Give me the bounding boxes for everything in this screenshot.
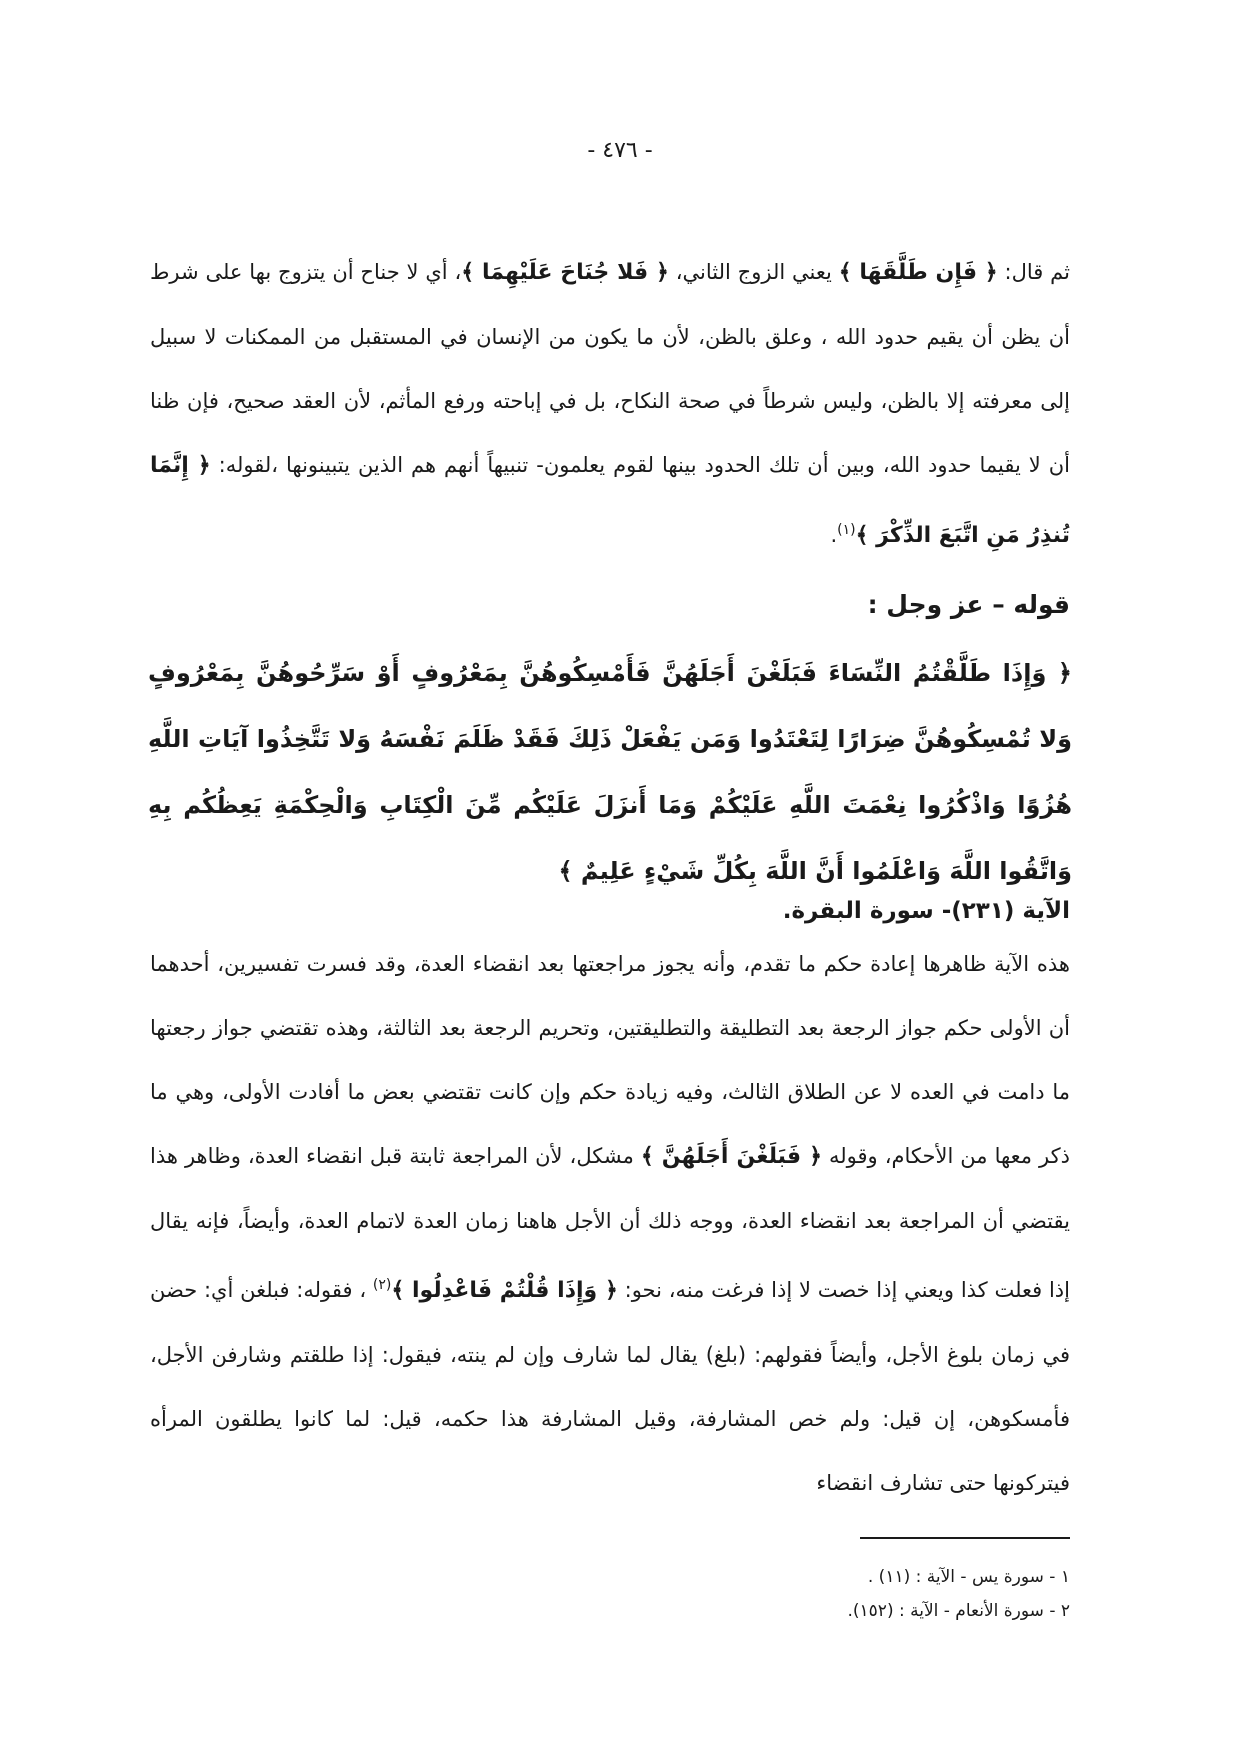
- page-number: - ٤٧٦ -: [587, 138, 653, 163]
- verse-reference: الآية (٢٣١)- سورة البقرة.: [782, 898, 1070, 924]
- paragraph-1-text-part-4: .: [830, 523, 838, 547]
- footnote-divider: [860, 1537, 1070, 1539]
- quran-quote-4: ﴿ فَبَلَغْنَ أَجَلَهُنَّ ﴾: [640, 1144, 822, 1169]
- quran-quote-5: ﴿ وَإِذَا قُلْتُمْ فَاعْدِلُوا ﴾: [391, 1278, 618, 1303]
- quran-verse: ﴿ وَإِذَا طَلَّقْتُمُ النِّسَاءَ فَبَلَغْنَ أَجَلَهُنَّ فَأَمْسِكُوهُنَّ بِمَعْرُوفٍ أَوْ سَرِّحُوهُنَّ بِمَعْرُوفٍ وَلا تُمْسِكُوهُنَّ ضِرَارًا لِتَعْتَدُوا وَمَن يَفْعَلْ ذَلِكَ فَقَدْ ظَلَمَ نَفْسَهُ وَلا تَتَّخِذُوا آيَاتِ اللَّهِ هُزُوًا وَاذْكُرُوا نِعْمَتَ اللَّهِ عَلَيْكُمْ وَمَا أَنزَلَ عَلَيْكُم مِّنَ الْكِتَابِ وَالْحِكْمَةِ يَعِظُكُم بِهِ وَاتَّقُوا اللَّهَ وَاعْلَمُوا أَنَّ اللَّهَ بِكُلِّ شَيْءٍ عَلِيمٌ ﴾: [148, 659, 1072, 885]
- section-heading: قوله – عز وجل :: [867, 590, 1070, 619]
- footnote-1: ١ - سورة يس - الآية : (١١) .: [867, 1567, 1070, 1587]
- paragraph-2: [150, 932, 1070, 1515]
- paragraph-1: [150, 240, 1070, 568]
- paragraph-1-text-part-3: ، أي لا جناح أن يتزوج بها على شرط أن يظن أن يقيم حدود الله ، وعلق بالظن، لأن ما يكون من الإنسان في المستقبل من الممكنات لا سبيل إلى معرفته إلا بالظن، وليس شرطاً في صحة النكاح، بل في إباحته ورفع المأثم، لأن العقد صحيح، فإن ظنا أن لا يقيما حدود الله، وبين أن تلك الحدود بينها لقوم يعلمون- تنبيهاً أنهم هم الذين يتبينونها ،لقوله:: [150, 260, 1070, 477]
- paragraph-1-text: [150, 240, 1070, 568]
- footnote-2: ٢ - سورة الأنعام - الآية : (١٥٢).: [847, 1601, 1070, 1621]
- footnote-ref-1: (١): [837, 522, 856, 538]
- quran-quote-1: ﴿ فَإِن طَلَّقَهَا ﴾: [838, 260, 998, 285]
- quran-quote-2: ﴿ فَلا جُنَاحَ عَلَيْهِمَا ﴾: [461, 260, 669, 285]
- paragraph-1-text-part-1: ثم قال:: [997, 260, 1070, 284]
- paragraph-2-text-part-2: مشكل، لأن المراجعة ثابتة قبل انقضاء العدة، وظاهر هذا يقتضي أن المراجعة بعد انقضاء العدة، ووجه ذلك أن الأجل هاهنا زمان العدة لاتمام العدة، وأيضاً، فإنه يقال إذا فعلت كذا ويعني إذا خصت لا إذا فرغت منه، نحو:: [150, 1144, 1070, 1302]
- paragraph-2-text: [150, 932, 1070, 1515]
- paragraph-1-text-part-2: يعني الزوج الثاني،: [668, 260, 839, 284]
- paragraph-2-text-part-3: ، فقوله: فبلغن أي: حضن في زمان بلوغ الأجل، وأيضاً فقولهم: (بلغ) يقال لما شارف وإن لم ينته، فيقول: إذا طلقتم وشارفن الأجل، فأمسكوهن، إن قيل: ولم خص المشارفة، وقيل المشارفة هذا حكمه، قيل: لما كانوا يطلقون المرأه فيتركونها حتى تشارف انقضاء: [150, 1278, 1070, 1495]
- footnote-ref-2: (٢): [372, 1277, 392, 1293]
- quran-quote-3: ﴿ إِنَّمَا تُنذِرُ مَنِ اتَّبَعَ الذِّكْرَ ﴾: [150, 453, 1070, 548]
- paragraph-2-text-part-1: هذه الآية ظاهرها إعادة حكم ما تقدم، وأنه يجوز مراجعتها بعد انقضاء العدة، وقد فسرت تفسيرين، أحدهما أن الأولى حكم جواز الرجعة بعد التطليقة والتطليقتين، وتحريم الرجعة بعد الثالثة، وهذه تقتضي جواز رجعتها ما دامت في العده لا عن الطلاق الثالث، وفيه زيادة حكم وإن كانت تقتضي بعض ما أفادت الأولى، وهي ما ذكر معها من الأحكام، وقوله: [150, 952, 1070, 1168]
- footnotes: [470, 1560, 1070, 1628]
